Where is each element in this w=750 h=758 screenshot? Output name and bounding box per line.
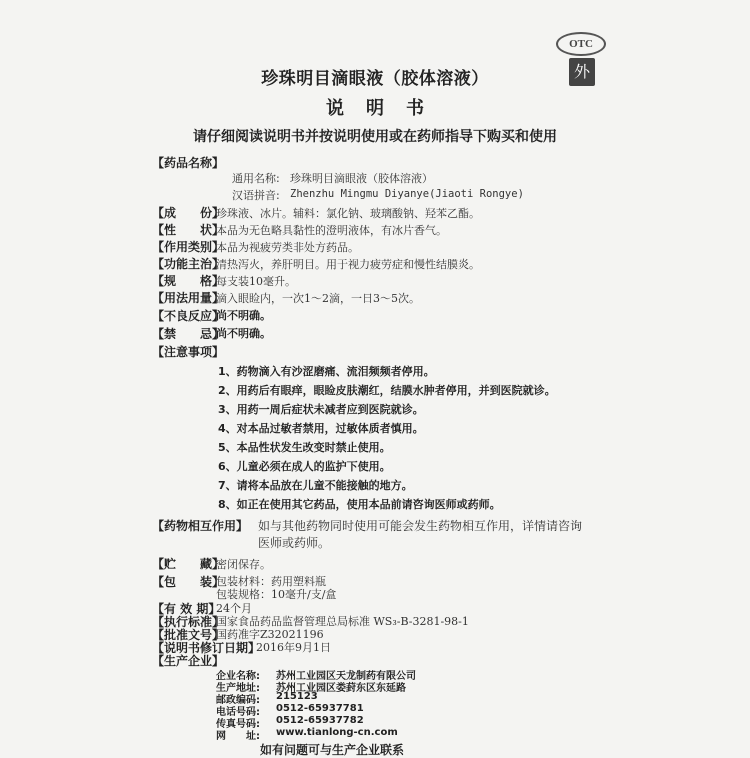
contra-value: 尚不明确。 <box>216 327 271 340</box>
indication-value: 清热泻火，养肝明目。用于视力疲劳症和慢性结膜炎。 <box>216 258 480 271</box>
interaction-label: 【药物相互作用】 <box>152 519 249 533</box>
precaution-item: 7、请将本品放在儿童不能接触的地方。 <box>218 479 413 492</box>
external-use-badge: 外 <box>569 58 595 86</box>
spec-value: 每支装10毫升。 <box>216 275 296 288</box>
storage-label: 【贮 藏】 <box>152 557 225 571</box>
precaution-item: 5、本品性状发生改变时禁止使用。 <box>218 441 391 454</box>
precaution-item: 6、儿童必须在成人的监护下使用。 <box>218 460 391 473</box>
otc-badge: OTC <box>556 32 606 56</box>
usage-advice: 请仔细阅读说明书并按说明使用或在药师指导下购买和使用 <box>193 129 557 145</box>
company-website-value: www.tianlong-cn.com <box>276 727 398 738</box>
precaution-item: 8、如正在使用其它药品，使用本品前请咨询医师或药师。 <box>218 498 501 511</box>
company-name-label: 企业名称: <box>216 671 260 682</box>
company-fax-label: 传真号码: <box>216 719 260 730</box>
approval-value: 国药准字Z32021196 <box>216 628 324 641</box>
ingredients-label: 【成 份】 <box>152 206 225 220</box>
indication-label: 【功能主治】 <box>152 257 225 271</box>
precaution-item: 3、用药一周后症状未减者应到医院就诊。 <box>218 403 424 416</box>
interaction-value-cont: 医师或药师。 <box>258 536 331 550</box>
document-title: 说明书 <box>326 98 446 119</box>
drug-name-label: 【药品名称】 <box>152 156 225 170</box>
company-name-value: 苏州工业园区天龙制药有限公司 <box>276 671 416 682</box>
contra-label: 【禁 忌】 <box>152 327 225 341</box>
pinyin-label: 汉语拼音: <box>232 189 280 202</box>
generic-name-label: 通用名称: <box>232 172 280 185</box>
company-phone-label: 电话号码: <box>216 707 260 718</box>
precaution-item: 4、对本品过敏者禁用，过敏体质者慎用。 <box>218 422 424 435</box>
validity-label: 【有 效 期】 <box>152 602 221 616</box>
adverse-value: 尚不明确。 <box>216 309 271 322</box>
footer-contact: 如有问题可与生产企业联系 <box>260 743 405 757</box>
storage-value: 密闭保存。 <box>216 558 271 571</box>
category-label: 【作用类别】 <box>152 240 225 254</box>
revision-value: 2016年9月1日 <box>256 641 331 654</box>
company-address-label: 生产地址: <box>216 683 260 694</box>
product-title: 珍珠明目滴眼液（胶体溶液） <box>261 69 489 89</box>
revision-label: 【说明书修订日期】 <box>152 641 261 655</box>
standard-value: 国家食品药品监督管理总局标准 WS₃-B-3281-98-1 <box>216 615 469 628</box>
precautions-label: 【注意事项】 <box>152 345 225 359</box>
package-label: 【包 装】 <box>152 575 225 589</box>
usage-value: 滴入眼睑内，一次1～2滴，一日3～5次。 <box>216 292 420 305</box>
adverse-label: 【不良反应】 <box>152 309 225 323</box>
manufacturer-label: 【生产企业】 <box>152 654 225 668</box>
company-phone-value: 0512-65937781 <box>276 703 364 714</box>
usage-label: 【用法用量】 <box>152 291 225 305</box>
ingredients-value: 珍珠液、冰片。辅料：氯化钠、玻璃酸钠、羟苯乙酯。 <box>216 207 480 220</box>
precaution-item: 1、药物滴入有沙涩磨痛、流泪频频者停用。 <box>218 365 435 378</box>
company-postcode-value: 215123 <box>276 691 318 702</box>
character-label: 【性 状】 <box>152 223 225 237</box>
company-website-label: 网 址: <box>216 731 260 742</box>
company-address-value: 苏州工业园区娄葑东区东延路 <box>276 683 406 694</box>
interaction-value: 如与其他药物同时使用可能会发生药物相互作用，详情请咨询 <box>258 519 583 533</box>
spec-label: 【规 格】 <box>152 274 225 288</box>
validity-value: 24个月 <box>216 602 252 615</box>
standard-label: 【执行标准】 <box>152 615 225 629</box>
company-postcode-label: 邮政编码: <box>216 695 260 706</box>
character-value: 本品为无色略具黏性的澄明液体，有冰片香气。 <box>216 224 447 237</box>
package-spec: 包装规格：10毫升/支/盒 <box>216 588 337 601</box>
company-fax-value: 0512-65937782 <box>276 715 364 726</box>
approval-label: 【批准文号】 <box>152 628 225 642</box>
package-material: 包装材料：药用塑料瓶 <box>216 575 326 588</box>
generic-name-value: 珍珠明目滴眼液（胶体溶液） <box>290 172 433 185</box>
pinyin-value: Zhenzhu Mingmu Diyanye(Jiaoti Rongye) <box>290 188 524 200</box>
category-value: 本品为视疲劳类非处方药品。 <box>216 241 359 254</box>
precaution-item: 2、用药后有眼痒，眼睑皮肤潮红，结膜水肿者停用，并到医院就诊。 <box>218 384 556 397</box>
